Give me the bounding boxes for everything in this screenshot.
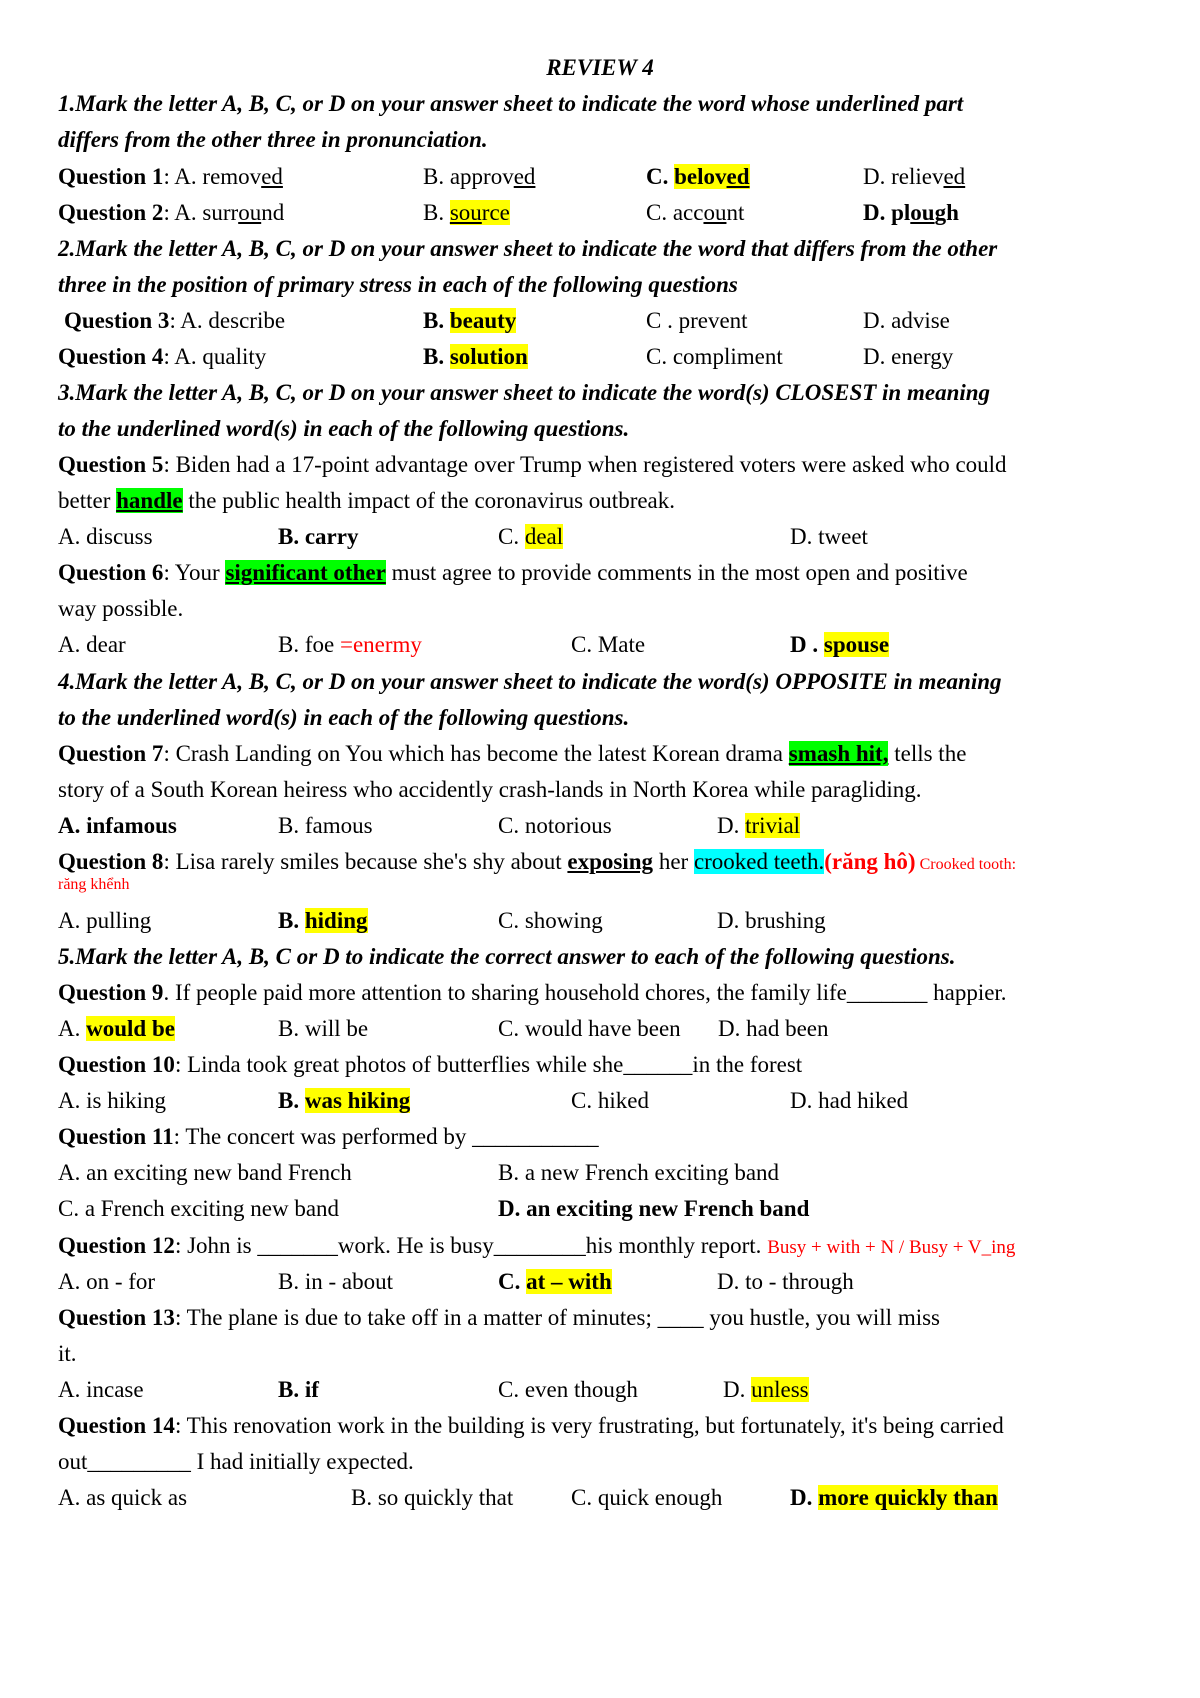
question-11-options-cd xyxy=(58,1194,1160,1224)
question-14-options xyxy=(58,1483,1160,1513)
page-title: REVIEW 4 xyxy=(546,55,654,80)
section-2-instruction-cont: three in the position of primary stress in each of the following questions xyxy=(58,272,738,297)
phrase-highlight: crooked teeth. xyxy=(693,849,825,874)
option-a-answer: A. would be xyxy=(58,1016,175,1041)
question-label: Question 12 xyxy=(58,1233,175,1258)
question-5-options xyxy=(58,522,1160,552)
question-8-options xyxy=(58,906,1160,936)
question-14-cont: out_________ I had initially expected. xyxy=(58,1449,414,1474)
question-8: Question 8: Lisa rarely smiles because she's shy about exposing her crooked teeth.(răng hô) Crooked tooth: xyxy=(58,849,1017,874)
option-d: D. unless xyxy=(723,1377,809,1402)
question-13-options xyxy=(58,1375,1160,1405)
option-d: D. relieved xyxy=(863,164,966,189)
option-b: B. approved xyxy=(423,164,536,189)
option-a: A. dear xyxy=(58,632,126,657)
option-a: A. is hiking xyxy=(58,1088,166,1113)
option-b-answer: B. if xyxy=(278,1377,319,1402)
option-d: D. energy xyxy=(863,344,954,369)
question-1 xyxy=(58,162,1160,192)
question-label: Question 6 xyxy=(58,560,164,585)
option-a: A. pulling xyxy=(58,908,152,933)
section-3-instruction-cont: to the underlined word(s) in each of the following questions. xyxy=(58,416,630,441)
question-label: Question 11 xyxy=(58,1124,174,1149)
question-text: : Biden had a 17-point advantage over Trump when registered voters were asked who could xyxy=(163,452,1007,477)
option-b-answer: B. beauty xyxy=(423,308,517,333)
teacher-note-cont: răng khểnh xyxy=(58,876,130,893)
option-c: C. notorious xyxy=(498,813,612,838)
question-14: Question 14: This renovation work in the building is very frustrating, but fortunately, it's being carried xyxy=(58,1413,1004,1438)
keyword: handle xyxy=(116,488,183,513)
option-b: B. a new French exciting band xyxy=(498,1160,780,1185)
question-label: Question 13 xyxy=(58,1305,175,1330)
option-d: D. had hiked xyxy=(790,1088,909,1113)
question-label: Question 7 xyxy=(58,741,164,766)
question-12: Question 12: John is _______work. He is busy________his monthly report. Busy + with + N / Busy + V_ing xyxy=(58,1233,1016,1258)
option-a: A. on - for xyxy=(58,1269,156,1294)
option-a: A. as quick as xyxy=(58,1485,188,1510)
question-7-cont: story of a South Korean heiress who accidently crash-lands in North Korea while paragliding. xyxy=(58,777,922,802)
option-d-answer: D. more quickly than xyxy=(790,1485,998,1510)
option-a: A. an exciting new band French xyxy=(58,1160,352,1185)
question-label: Question 8 xyxy=(58,849,164,874)
option-a-answer: A. infamous xyxy=(58,813,177,838)
question-10: Question 10: Linda took great photos of butterflies while she______in the forest xyxy=(58,1052,803,1077)
section-2-instruction: 2.Mark the letter A, B, C, or D on your answer sheet to indicate the word that differs from the other xyxy=(58,236,998,261)
section-3-instruction: 3.Mark the letter A, B, C, or D on your answer sheet to indicate the word(s) CLOSEST in meaning xyxy=(58,380,991,405)
question-2 xyxy=(58,198,1160,228)
option-d: D. brushing xyxy=(717,908,826,933)
option-a: : A. surround xyxy=(163,200,285,225)
option-a: : A. describe xyxy=(169,308,286,333)
option-d: D. had been xyxy=(718,1016,829,1041)
question-6-cont: way possible. xyxy=(58,596,184,621)
question-label: Question 4 xyxy=(58,344,164,369)
option-d: D. tweet xyxy=(790,524,868,549)
question-3 xyxy=(64,306,1160,336)
option-c: C. would have been xyxy=(498,1016,681,1041)
option-d: D. trivial xyxy=(717,813,801,838)
section-4-instruction-cont: to the underlined word(s) in each of the following questions. xyxy=(58,705,630,730)
question-6: Question 6: Your significant other must agree to provide comments in the most open and positive xyxy=(58,560,968,585)
option-b-answer: B. carry xyxy=(278,524,359,549)
option-a: : A. quality xyxy=(163,344,267,369)
option-c: C. compliment xyxy=(646,344,783,369)
section-1-instruction: 1.Mark the letter A, B, C, or D on your answer sheet to indicate the word whose underlined part xyxy=(58,91,964,116)
teacher-note-small: Crooked tooth: xyxy=(915,856,1017,873)
question-label: Question 5 xyxy=(58,452,164,477)
question-label: Question 2 xyxy=(58,200,164,225)
question-4 xyxy=(58,342,1160,372)
question-11-options-ab xyxy=(58,1158,1160,1188)
teacher-note: (răng hô) xyxy=(824,849,916,874)
option-d: D. advise xyxy=(863,308,950,333)
option-d: D. to - through xyxy=(717,1269,854,1294)
question-6-options xyxy=(58,630,1160,660)
option-a: A. discuss xyxy=(58,524,153,549)
option-c: C. deal xyxy=(498,524,564,549)
option-c: C. even though xyxy=(498,1377,638,1402)
option-b: B. will be xyxy=(278,1016,369,1041)
question-13: Question 13: The plane is due to take off in a matter of minutes; ____ you hustle, you will miss xyxy=(58,1305,941,1330)
section-4-instruction: 4.Mark the letter A, B, C, or D on your answer sheet to indicate the word(s) OPPOSITE in meaning xyxy=(58,669,1002,694)
option-b-answer: B. hiding xyxy=(278,908,368,933)
question-label: Question 3 xyxy=(64,308,170,333)
question-13-cont: it. xyxy=(58,1341,77,1366)
option-c: C. a French exciting new band xyxy=(58,1196,340,1221)
question-5 xyxy=(58,450,1160,480)
teacher-note: =enermy xyxy=(339,632,422,657)
option-c-answer: C. beloved xyxy=(646,164,750,189)
question-10-options xyxy=(58,1086,1160,1116)
option-b-answer: B. solution xyxy=(423,344,528,369)
section-1-instruction-cont: differs from the other three in pronunciation. xyxy=(58,127,488,152)
question-9: Question 9. If people paid more attention to sharing household chores, the family life_______ happier. xyxy=(58,980,1007,1005)
option-d-answer: D . spouse xyxy=(790,632,890,657)
option-c: C. account xyxy=(646,200,745,225)
option-d-answer: D. plough xyxy=(863,200,959,225)
question-12-options xyxy=(58,1267,1160,1297)
option-c: C. quick enough xyxy=(571,1485,723,1510)
question-9-options xyxy=(58,1014,1160,1044)
option-b: B. so quickly that xyxy=(351,1485,514,1510)
option-b: B. foe =enermy xyxy=(278,632,422,657)
option-b: B. source xyxy=(423,200,510,225)
question-label: Question 10 xyxy=(58,1052,175,1077)
question-7-options xyxy=(58,811,1160,841)
keyword: smash hit, xyxy=(788,741,889,766)
question-label: Question 9 xyxy=(58,980,164,1005)
option-a: : A. removed xyxy=(163,164,283,189)
question-label: Question 1 xyxy=(58,164,164,189)
option-b-answer: B. was hiking xyxy=(278,1088,411,1113)
option-c: C. showing xyxy=(498,908,603,933)
option-b: B. famous xyxy=(278,813,373,838)
question-11: Question 11: The concert was performed by ___________ xyxy=(58,1124,599,1149)
question-5-cont: better handle the public health impact of the coronavirus outbreak. xyxy=(58,488,676,513)
teacher-note: Busy + with + N / Busy + V_ing xyxy=(767,1237,1016,1258)
option-c: C . prevent xyxy=(646,308,748,333)
option-d-answer: D. an exciting new French band xyxy=(498,1196,810,1221)
option-a: A. incase xyxy=(58,1377,144,1402)
option-c: C. Mate xyxy=(571,632,646,657)
section-5-instruction: 5.Mark the letter A, B, C or D to indicate the correct answer to each of the following questions. xyxy=(58,944,956,969)
keyword: exposing xyxy=(567,849,654,874)
question-7: Question 7: Crash Landing on You which has become the latest Korean drama smash hit, tells the xyxy=(58,741,967,766)
keyword: significant other xyxy=(225,560,386,585)
option-b: B. in - about xyxy=(278,1269,393,1294)
option-c-answer: C. at – with xyxy=(498,1269,612,1294)
option-c: C. hiked xyxy=(571,1088,649,1113)
question-label: Question 14 xyxy=(58,1413,175,1438)
